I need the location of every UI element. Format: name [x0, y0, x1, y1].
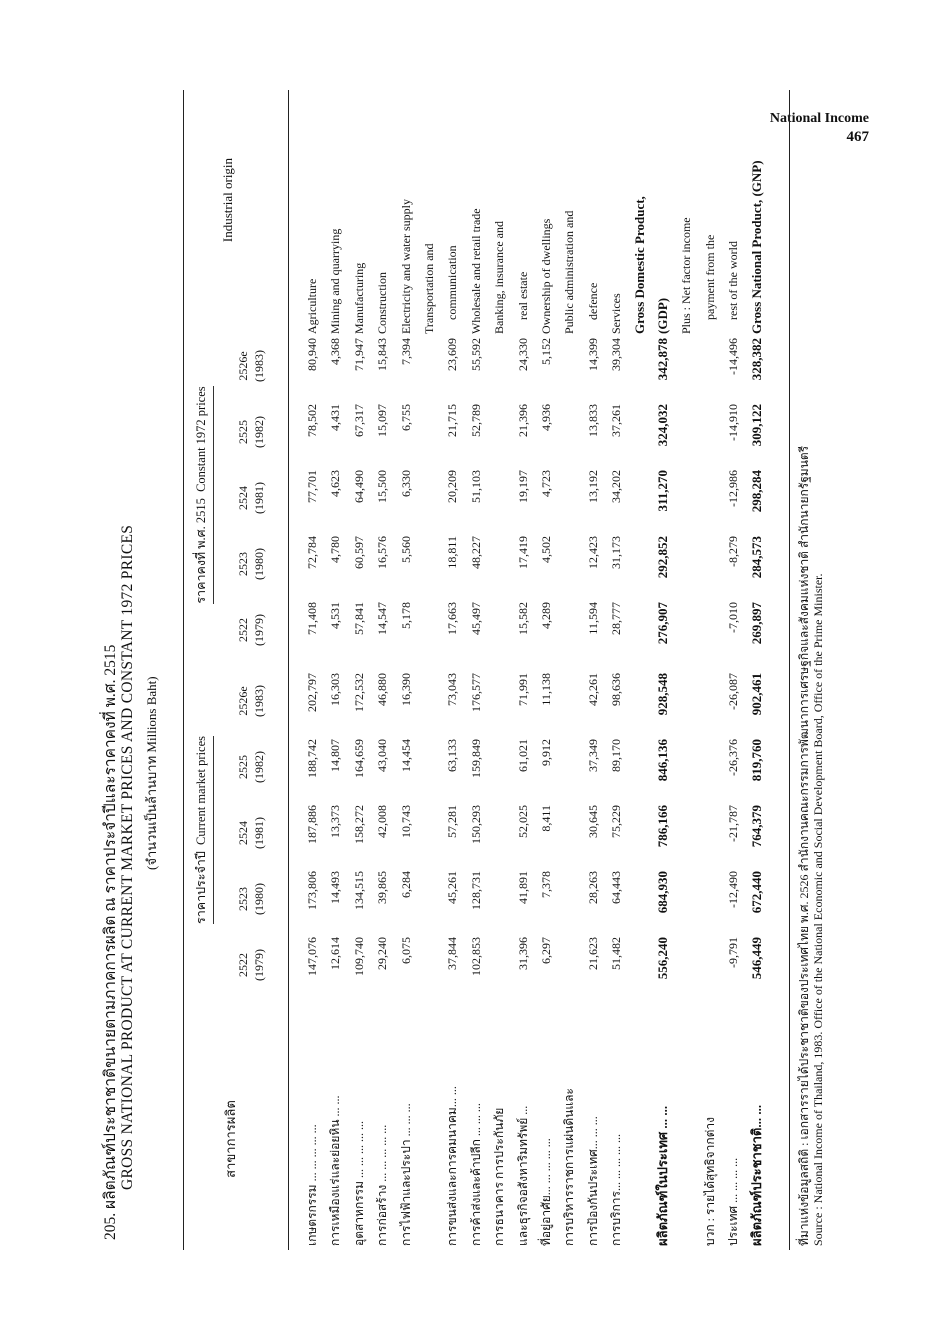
- cell-current-1: 41,891: [515, 871, 530, 904]
- cell-current-1: 6,284: [398, 871, 413, 898]
- cell-constant-1: 292,852: [655, 536, 670, 579]
- table-row: [537, 90, 555, 1250]
- cell-current-1: -12,490: [726, 871, 741, 908]
- row-label-thai: ผลิตภัณฑ์ประชาชาติ... ...: [748, 1104, 764, 1246]
- table-row: [373, 90, 391, 1250]
- cell-constant-0: 57,841: [351, 602, 366, 635]
- cell-current-4: 71,991: [515, 673, 530, 706]
- row-label-english: Services: [609, 293, 624, 334]
- table-row: [724, 90, 742, 1250]
- year-be: 2522: [236, 618, 250, 642]
- cell-constant-1: 72,784: [305, 536, 319, 569]
- cell-current-2: 187,886: [305, 805, 319, 844]
- cell-constant-0: 276,907: [655, 602, 670, 645]
- cell-constant-4: 71,947: [351, 338, 366, 371]
- cell-current-1: 128,731: [468, 871, 483, 910]
- cell-current-1: 7,378: [539, 871, 553, 898]
- cell-current-3: 819,760: [748, 739, 764, 782]
- cell-current-2: 30,645: [585, 805, 600, 838]
- cell-constant-2: 15,500: [375, 470, 390, 503]
- row-label-english: Wholesale and retail trade: [468, 208, 483, 334]
- header-industrial-origin: Industrial origin: [220, 157, 235, 243]
- cell-current-3: 159,849: [468, 739, 483, 778]
- year-header-current-4: [235, 671, 267, 731]
- cell-current-1: 173,806: [305, 871, 319, 910]
- cell-constant-1: 17,419: [515, 536, 530, 569]
- cell-current-4: 16,303: [328, 673, 343, 706]
- year-ad: (1982): [252, 416, 266, 448]
- cell-constant-0: 28,777: [609, 602, 624, 635]
- cell-current-4: 902,461: [748, 673, 764, 716]
- cell-current-0: 6,075: [398, 937, 413, 964]
- row-label-english: Banking, insurance and: [492, 221, 507, 334]
- cell-current-2: 8,411: [539, 805, 553, 832]
- year-ad: (1980): [252, 883, 266, 915]
- cell-constant-0: 71,408: [305, 602, 319, 635]
- cell-constant-4: 39,304: [609, 338, 624, 371]
- cell-constant-4: 24,330: [515, 338, 530, 371]
- cell-current-3: 61,021: [515, 739, 530, 772]
- cell-current-0: 31,396: [515, 937, 530, 970]
- cell-current-4: 928,548: [655, 673, 670, 716]
- table-row: [677, 90, 695, 1250]
- page-number: 467: [846, 129, 869, 145]
- cell-current-4: 11,138: [539, 673, 553, 706]
- header-current-english: Current market prices: [194, 736, 208, 845]
- cell-constant-1: 4,502: [539, 536, 553, 563]
- cell-constant-0: 4,289: [539, 602, 553, 629]
- row-label-english: defence: [585, 282, 600, 320]
- table-row: [326, 90, 344, 1250]
- year-ad: (1983): [252, 350, 266, 382]
- row-label-english: Transportation and: [422, 243, 436, 334]
- year-ad: (1979): [252, 614, 266, 646]
- cell-constant-2: 34,202: [609, 470, 624, 503]
- cell-current-0: 12,614: [328, 937, 343, 970]
- table-title-thai: 205. ผลิตภัณฑ์ประชาชาติขนายตามภาคการผลิต ณ ราคาประจำปีและราคาคงที่ พ.ศ. 2515: [102, 644, 119, 1240]
- row-label-thai: การก่อสร้าง ... ... ... ... ...: [375, 1124, 390, 1246]
- row-label-thai: ประเทศ ... ... ... ...: [726, 1157, 741, 1246]
- year-header-constant-0: [235, 600, 267, 660]
- row-label-english: Electricity and water supply: [398, 199, 413, 334]
- cell-constant-1: 12,423: [585, 536, 600, 569]
- year-be: 2523: [236, 887, 250, 911]
- table-title-english: GROSS NATIONAL PRODUCT AT CURRENT MARKET PRICES AND CONSTANT 1972 PRICES: [119, 524, 136, 1190]
- cell-constant-3: 21,715: [445, 404, 460, 437]
- cell-constant-4: 4,368: [328, 338, 343, 365]
- cell-constant-1: 48,227: [468, 536, 483, 569]
- cell-current-0: 147,076: [305, 937, 319, 976]
- cell-constant-2: 64,490: [351, 470, 366, 503]
- cell-current-1: 64,443: [609, 871, 624, 904]
- table-row: [443, 90, 461, 1250]
- cell-current-1: 28,263: [585, 871, 600, 904]
- cell-current-1: 672,440: [748, 871, 764, 914]
- cell-current-2: 57,281: [445, 805, 460, 838]
- table-units: (จำนวนเป็นล้านบาท Millions Baht): [144, 676, 159, 870]
- year-ad: (1983): [252, 685, 266, 717]
- cell-constant-4: 328,382: [748, 338, 764, 381]
- cell-current-3: 14,807: [328, 739, 343, 772]
- table-row: [514, 90, 532, 1250]
- row-label-thai: เกษตรกรรม ... ... ... ... ...: [305, 1124, 319, 1246]
- year-header-current-0: [235, 935, 267, 995]
- footnote-english: Source : National Income of Thailand, 1983. Office of the National Economic and Social Development Board, Office of the Prime Minister.: [811, 573, 825, 1246]
- cell-constant-3: 13,833: [585, 404, 600, 437]
- cell-current-3: 37,349: [585, 739, 600, 772]
- row-label-thai: ผลิตภัณฑ์ในประเทศ ... ...: [655, 1105, 670, 1246]
- header-thai-origin: สาขาการผลิต: [223, 1100, 238, 1178]
- cell-constant-2: 4,623: [328, 470, 343, 497]
- table-row: [467, 90, 485, 1250]
- cell-constant-4: 14,399: [585, 338, 600, 371]
- year-be: 2524: [236, 821, 250, 845]
- year-be: 2525: [236, 420, 250, 444]
- cell-constant-4: 55,592: [468, 338, 483, 371]
- table-row: [397, 90, 415, 1250]
- cell-constant-0: 15,582: [515, 602, 530, 635]
- cell-current-1: 45,261: [445, 871, 460, 904]
- cell-current-3: 188,742: [305, 739, 319, 778]
- cell-constant-2: 19,197: [515, 470, 530, 503]
- header-rule: [288, 90, 289, 1250]
- cell-current-0: 21,623: [585, 937, 600, 970]
- cell-current-2: 158,272: [351, 805, 366, 844]
- cell-current-2: 75,229: [609, 805, 624, 838]
- table-row: [631, 90, 649, 1250]
- cell-current-4: -26,087: [726, 673, 741, 710]
- row-label-english: Mining and quarrying: [328, 228, 343, 334]
- year-header-constant-3: [235, 402, 267, 462]
- cell-current-4: 16,390: [398, 673, 413, 706]
- row-label-english: rest of the world: [726, 241, 741, 320]
- cell-constant-2: 298,284: [748, 470, 764, 513]
- table-row: [701, 90, 719, 1250]
- year-be: 2522: [236, 953, 250, 977]
- cell-current-2: -21,787: [726, 805, 741, 842]
- cell-current-0: -9,791: [726, 937, 741, 968]
- cell-constant-1: -8,279: [726, 536, 741, 567]
- cell-constant-1: 31,173: [609, 536, 624, 569]
- cell-constant-3: 78,502: [305, 404, 319, 437]
- cell-constant-3: 324,032: [655, 404, 670, 447]
- row-label-english: Manufacturing: [351, 262, 366, 334]
- cell-current-4: 172,532: [351, 673, 366, 712]
- year-ad: (1982): [252, 751, 266, 783]
- cell-current-2: 786,166: [655, 805, 670, 848]
- table-row: [350, 90, 368, 1250]
- cell-current-1: 14,493: [328, 871, 343, 904]
- cell-current-2: 150,293: [468, 805, 483, 844]
- row-label-thai: การเหมืองแร่และย่อยหิน ... ...: [328, 1095, 343, 1246]
- row-label-english: Ownership of dwellings: [539, 218, 553, 334]
- header-constant-english: Constant 1972 prices: [194, 386, 208, 492]
- year-header-current-3: [235, 737, 267, 797]
- cell-constant-4: 7,394: [398, 338, 413, 365]
- table-row: [303, 90, 321, 1250]
- cell-constant-2: 13,192: [585, 470, 600, 503]
- header-current-prices: [191, 665, 214, 995]
- table-row: [420, 90, 438, 1250]
- table-row: [490, 90, 508, 1250]
- cell-current-4: 73,043: [445, 673, 460, 706]
- cell-constant-0: -7,010: [726, 602, 741, 633]
- header-current-thai: ราคาประจำปี: [194, 851, 208, 924]
- cell-constant-3: 309,122: [748, 404, 764, 447]
- cell-current-0: 109,740: [351, 937, 366, 976]
- cell-current-0: 102,853: [468, 937, 483, 976]
- cell-current-2: 13,373: [328, 805, 343, 838]
- cell-constant-0: 269,897: [748, 602, 764, 645]
- row-label-thai: บวก : รายได้สุทธิจากต่าง: [702, 1117, 717, 1246]
- cell-current-2: 764,379: [748, 805, 764, 848]
- year-header-constant-4: [235, 336, 267, 396]
- cell-constant-1: 16,576: [375, 536, 390, 569]
- year-ad: (1981): [252, 482, 266, 514]
- cell-current-0: 6,297: [539, 937, 553, 964]
- row-label-thai: ที่อยู่อาศัย... ... ... ... ...: [539, 1138, 553, 1246]
- cell-constant-0: 4,531: [328, 602, 343, 629]
- row-label-english: (GDP): [655, 297, 670, 334]
- cell-constant-1: 5,560: [398, 536, 413, 563]
- cell-current-3: 63,133: [445, 739, 460, 772]
- cell-current-0: 546,449: [748, 937, 764, 980]
- cell-constant-4: 23,609: [445, 338, 460, 371]
- cell-current-0: 29,240: [375, 937, 390, 970]
- year-be: 2524: [236, 486, 250, 510]
- cell-constant-0: 14,547: [375, 602, 390, 635]
- row-label-thai: การบริการ... ... ... ... ...: [609, 1134, 624, 1246]
- cell-constant-3: 4,936: [539, 404, 553, 431]
- cell-current-1: 684,930: [655, 871, 670, 914]
- cell-constant-3: 21,396: [515, 404, 530, 437]
- cell-constant-1: 60,597: [351, 536, 366, 569]
- cell-current-4: 42,261: [585, 673, 600, 706]
- year-ad: (1980): [252, 548, 266, 580]
- cell-constant-3: 6,755: [398, 404, 413, 431]
- table-row: [584, 90, 602, 1250]
- cell-constant-3: 37,261: [609, 404, 624, 437]
- cell-current-4: 46,880: [375, 673, 390, 706]
- cell-constant-3: -14,910: [726, 404, 741, 441]
- cell-constant-2: 20,209: [445, 470, 460, 503]
- bottom-rule: [789, 90, 790, 1250]
- cell-current-3: 164,659: [351, 739, 366, 778]
- table-row: [607, 90, 625, 1250]
- header-constant-prices: [191, 330, 214, 660]
- row-label-thai: และธุรกิจอสังหาริมทรัพย์ ...: [515, 1105, 530, 1246]
- year-header-constant-2: [235, 468, 267, 528]
- cell-current-2: 10,743: [398, 805, 413, 838]
- year-be: 2523: [236, 552, 250, 576]
- row-label-english: Construction: [375, 272, 390, 334]
- cell-constant-4: 342,878: [655, 338, 670, 381]
- table-row: [654, 90, 672, 1250]
- row-label-thai: การขนส่งและการคมนาคม... ...: [445, 1086, 460, 1246]
- cell-current-3: 43,040: [375, 739, 390, 772]
- table-row: [748, 90, 766, 1250]
- cell-constant-2: 6,330: [398, 470, 413, 497]
- cell-current-3: 89,170: [609, 739, 624, 772]
- row-label-english: Public administration and: [562, 210, 577, 334]
- row-label-english: payment from the: [702, 234, 717, 320]
- running-head-section: National Income: [769, 111, 869, 126]
- cell-current-4: 202,797: [305, 673, 319, 712]
- year-header-current-2: [235, 803, 267, 863]
- year-ad: (1981): [252, 817, 266, 849]
- cell-constant-1: 4,780: [328, 536, 343, 563]
- cell-constant-4: 5,152: [539, 338, 553, 365]
- cell-constant-3: 52,789: [468, 404, 483, 437]
- row-label-thai: อุตสาหกรรม ... ... ... ... ...: [351, 1120, 366, 1246]
- cell-current-4: 98,636: [609, 673, 624, 706]
- cell-constant-3: 15,097: [375, 404, 390, 437]
- year-ad: (1979): [252, 949, 266, 981]
- cell-constant-2: -12,986: [726, 470, 741, 507]
- year-header-constant-1: [235, 534, 267, 594]
- row-label-english: communication: [445, 245, 460, 320]
- year-header-current-1: [235, 869, 267, 929]
- header-constant-thai: ราคาคงที่ พ.ศ. 2515: [194, 498, 208, 604]
- row-label-thai: การป้องกันประเทศ... ... ...: [585, 1116, 600, 1246]
- table-row: [560, 90, 578, 1250]
- row-label-english: real estate: [515, 271, 530, 320]
- cell-constant-4: 15,843: [375, 338, 390, 371]
- row-label-thai: การไฟฟ้าและประปา ... ... ...: [398, 1103, 413, 1246]
- cell-constant-2: 4,723: [539, 470, 553, 497]
- cell-constant-0: 45,497: [468, 602, 483, 635]
- rotated-table-page: [95, 90, 825, 1250]
- cell-current-3: 9,912: [539, 739, 553, 766]
- cell-current-2: 42,008: [375, 805, 390, 838]
- cell-constant-0: 11,594: [585, 602, 600, 635]
- cell-constant-1: 284,573: [748, 536, 764, 579]
- cell-current-0: 556,240: [655, 937, 670, 980]
- cell-constant-2: 311,270: [655, 470, 670, 512]
- cell-current-3: 14,454: [398, 739, 413, 772]
- cell-constant-3: 4,431: [328, 404, 343, 431]
- row-label-thai: การธนาคาร การประกันภัย: [492, 1107, 507, 1246]
- cell-current-0: 51,482: [609, 937, 624, 970]
- row-label-english: Plus : Net factor income: [679, 217, 694, 334]
- row-label-english: Agriculture: [305, 278, 319, 334]
- cell-current-1: 134,515: [351, 871, 366, 910]
- cell-constant-4: 80,940: [305, 338, 319, 371]
- cell-current-3: 846,136: [655, 739, 670, 782]
- cell-current-1: 39,865: [375, 871, 390, 904]
- cell-constant-2: 51,103: [468, 470, 483, 503]
- row-label-english: Gross Domestic Product,: [631, 196, 647, 334]
- cell-constant-2: 77,701: [305, 470, 319, 503]
- row-label-thai: การบริหารราชการแผ่นดินและ: [562, 1088, 577, 1246]
- cell-constant-4: -14,496: [726, 338, 741, 375]
- year-be: 2525: [236, 755, 250, 779]
- cell-constant-1: 18,811: [445, 536, 460, 569]
- cell-current-3: -26,376: [726, 739, 741, 776]
- year-be: 2526e: [236, 351, 250, 381]
- row-label-english: Gross National Product, (GNP): [748, 160, 764, 334]
- top-rule: [183, 90, 184, 1250]
- row-label-thai: การค้าส่งและค้าปลีก ... ... ...: [468, 1103, 483, 1246]
- year-be: 2526e: [236, 686, 250, 716]
- cell-constant-3: 67,317: [351, 404, 366, 437]
- cell-constant-0: 17,663: [445, 602, 460, 635]
- cell-current-4: 176,577: [468, 673, 483, 712]
- cell-current-0: 37,844: [445, 937, 460, 970]
- cell-current-2: 52,025: [515, 805, 530, 838]
- cell-constant-0: 5,178: [398, 602, 413, 629]
- footnote-thai: ที่มาแห่งข้อมูลสถิติ : เอกสารรายได้ประชาชาติของประเทศไทย พ.ศ. 2526 สำนักงานคณะกรรมการพัฒนาการเศรษฐกิจและสังคมแห่งชาติ สำนักนายกรัฐมนตรี: [797, 445, 811, 1246]
